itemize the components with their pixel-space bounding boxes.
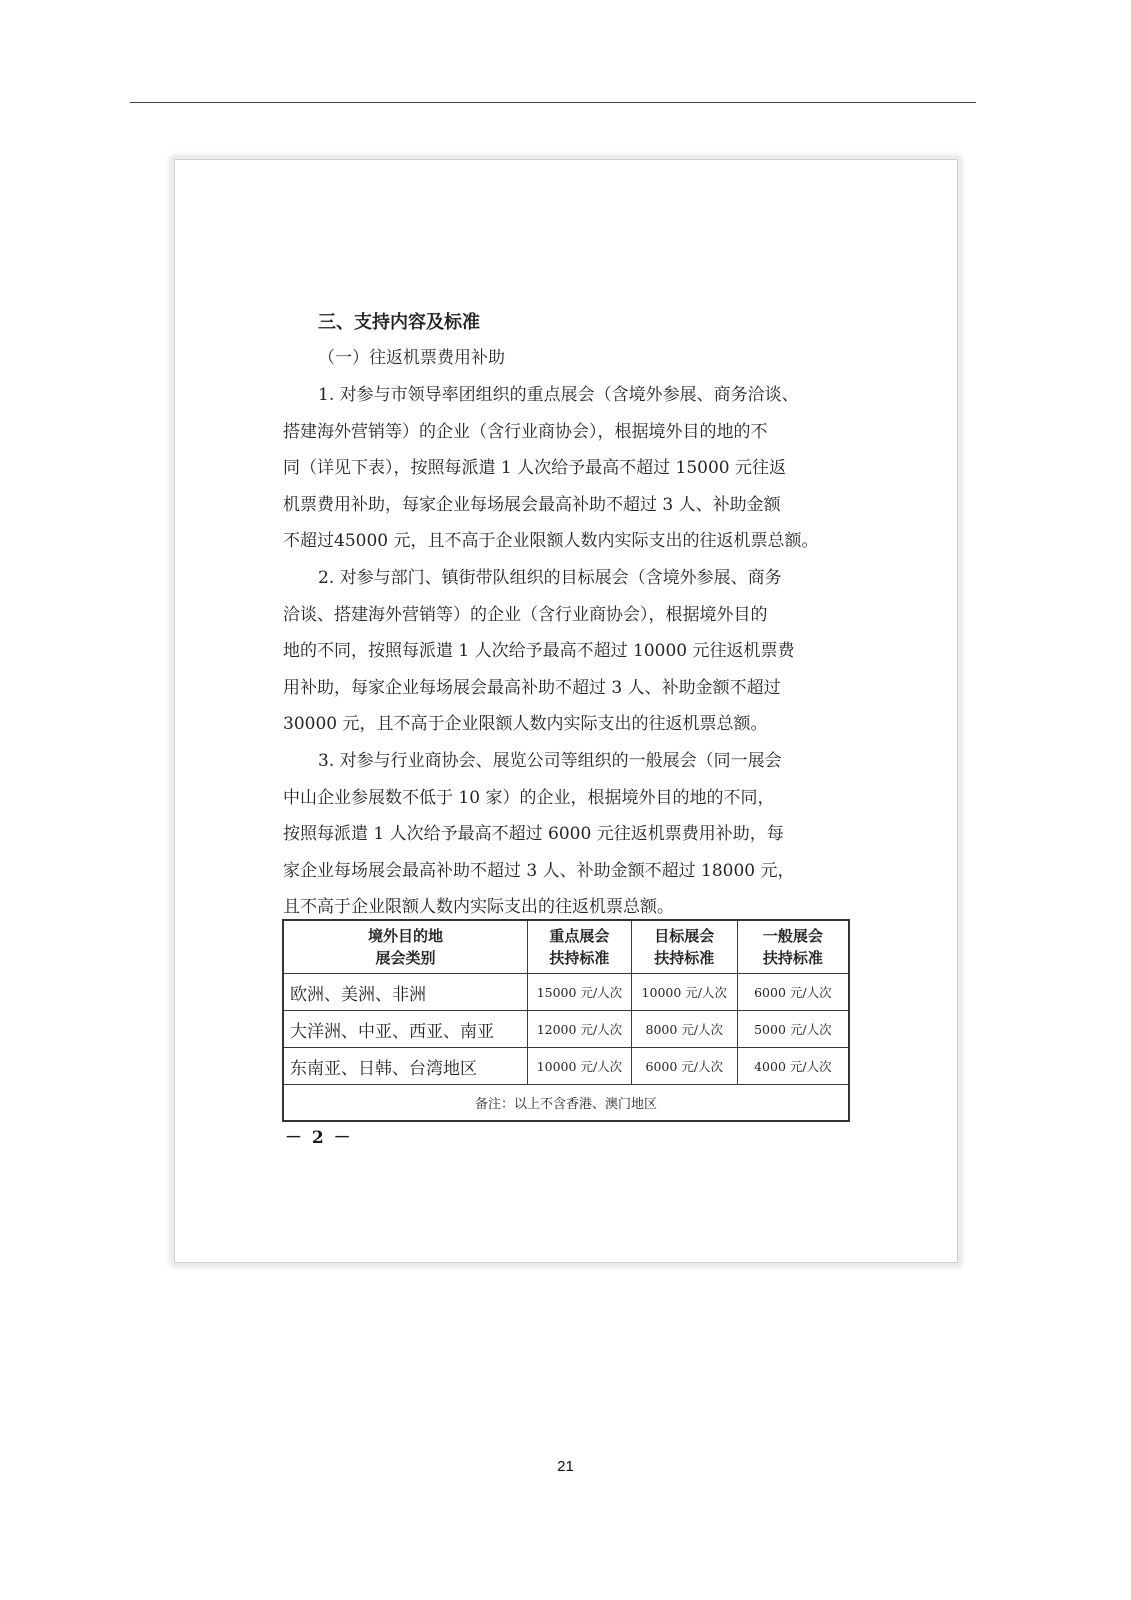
header-line: 境外目的地 <box>367 927 443 945</box>
paragraph-line: 搭建海外营销等）的企业（含行业商协会），根据境外目的地的不 <box>283 421 768 442</box>
header-line: 扶持标准 <box>549 949 610 967</box>
region-cell: 欧洲、美洲、非洲 <box>283 974 528 1011</box>
value-cell: 12000 元/人次 <box>528 1011 632 1048</box>
header-key-exhibition <box>528 920 632 974</box>
scanned-page <box>174 159 958 1263</box>
paragraph-line: 按照每派遣 1 人次给予最高不超过 6000 元往返机票费用补助，每 <box>283 824 784 845</box>
paragraph-line: 家企业每场展会最高补助不超过 3 人、补助金额不超过 18000 元， <box>283 860 795 881</box>
paragraph-line: 且不高于企业限额人数内实际支出的往返机票总额。 <box>283 897 674 918</box>
paragraph-line: 中山企业参展数不低于 10 家）的企业，根据境外目的地的不同， <box>283 787 775 808</box>
paragraph-line: 3. 对参与行业商协会、展览公司等组织的一般展会（同一展会 <box>318 751 782 771</box>
header-line: 展会类别 <box>375 949 436 967</box>
value-cell: 8000 元/人次 <box>631 1011 737 1048</box>
paragraph-3 <box>283 743 859 926</box>
region-cell: 东南亚、日韩、台湾地区 <box>283 1048 528 1085</box>
table-row <box>283 1011 849 1048</box>
value-cell: 10000 元/人次 <box>631 974 737 1011</box>
page-number: 21 <box>557 1458 574 1475</box>
header-rule <box>130 102 976 103</box>
value-cell: 6000 元/人次 <box>631 1048 737 1085</box>
section-heading: 三、支持内容及标准 <box>318 312 480 333</box>
paragraph-2 <box>283 560 859 743</box>
region-cell: 大洋洲、中亚、西亚、南亚 <box>283 1011 528 1048</box>
paragraph-line: 机票费用补助，每家企业每场展会最高补助不超过 3 人、补助金额 <box>283 494 781 515</box>
table-header-row <box>283 920 849 974</box>
header-line: 扶持标准 <box>654 949 715 967</box>
table-note: 备注：以上不含香港、澳门地区 <box>283 1085 849 1122</box>
paragraph-line: 地的不同，按照每派遣 1 人次给予最高不超过 10000 元往返机票费 <box>283 641 795 662</box>
value-cell: 6000 元/人次 <box>737 974 849 1011</box>
subheading: （一）往返机票费用补助 <box>318 348 505 368</box>
paragraph-line: 同（详见下表），按照每派遣 1 人次给予最高不超过 15000 元往返 <box>283 458 787 479</box>
header-destination <box>283 920 528 974</box>
paragraph-line: 1. 对参与市领导率团组织的重点展会（含境外参展、商务洽谈、 <box>318 385 799 405</box>
paragraph-line: 30000 元，且不高于企业限额人数内实际支出的往返机票总额。 <box>283 714 768 735</box>
subsidy-standards-table <box>282 919 850 1122</box>
header-line: 目标展会 <box>654 927 715 945</box>
table-row <box>283 974 849 1011</box>
header-general-exhibition <box>737 920 849 974</box>
value-cell: 10000 元/人次 <box>528 1048 632 1085</box>
table-row <box>283 1048 849 1085</box>
paragraph-line: 用补助，每家企业每场展会最高补助不超过 3 人、补助金额不超过 <box>283 677 781 698</box>
paragraph-line: 不超过45000 元，且不高于企业限额人数内实际支出的往返机票总额。 <box>283 531 819 552</box>
header-line: 一般展会 <box>762 927 823 945</box>
table-note-row <box>283 1085 849 1122</box>
value-cell: 5000 元/人次 <box>737 1011 849 1048</box>
paragraph-line: 2. 对参与部门、镇街带队组织的目标展会（含境外参展、商务 <box>318 568 782 588</box>
value-cell: 4000 元/人次 <box>737 1048 849 1085</box>
inner-page-number: － 2 － <box>285 1128 353 1148</box>
header-line: 扶持标准 <box>762 949 823 967</box>
header-target-exhibition <box>631 920 737 974</box>
value-cell: 15000 元/人次 <box>528 974 632 1011</box>
paragraph-line: 洽谈、搭建海外营销等）的企业（含行业商协会），根据境外目的 <box>283 604 768 625</box>
header-line: 重点展会 <box>549 927 610 945</box>
paragraph-1 <box>283 377 859 560</box>
